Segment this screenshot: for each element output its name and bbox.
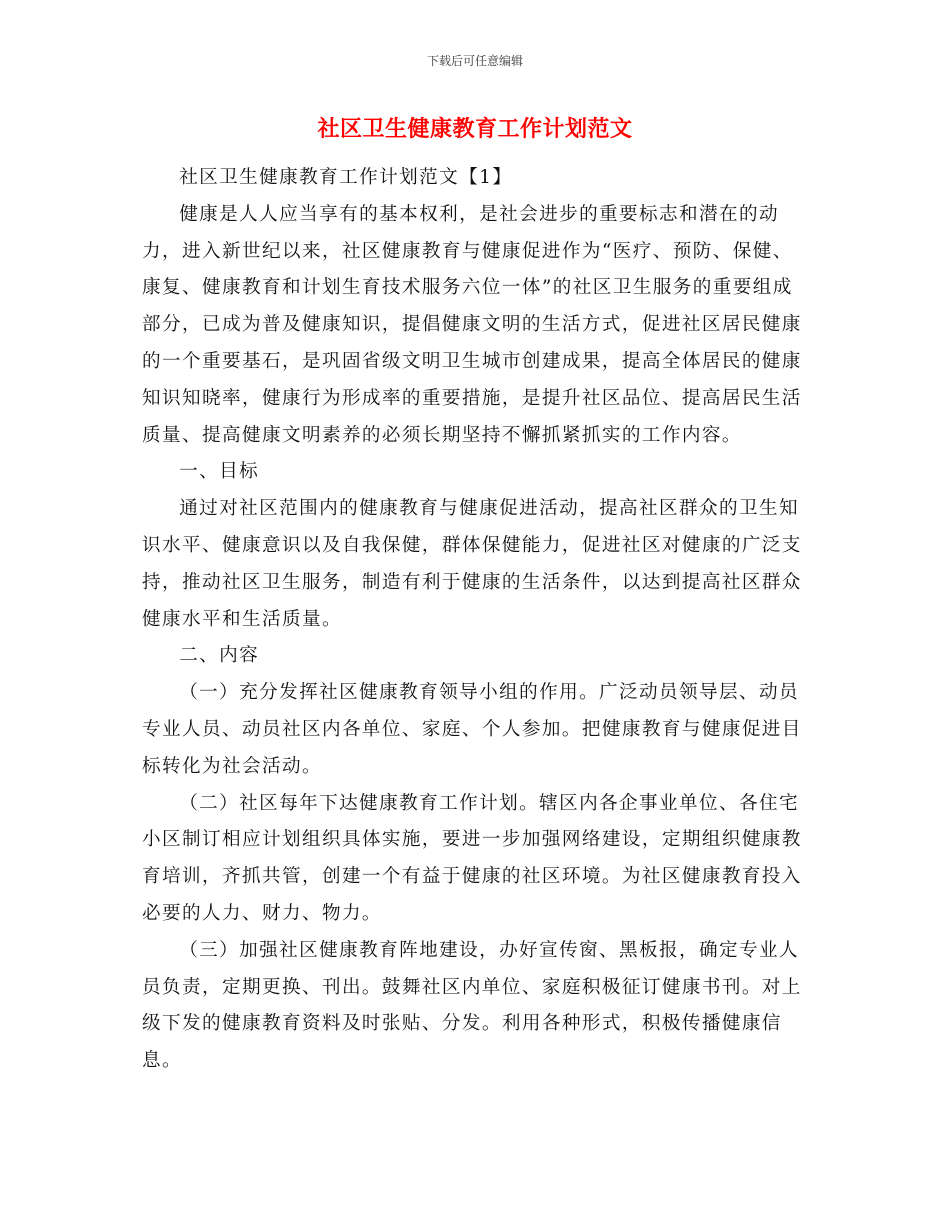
section-heading-goal: 一、目标 [179, 461, 260, 483]
paragraph-goal: 通过对社区范围内的健康教育与健康促进活动，提高社区群众的卫生知识水平、健康意识以及自我保健，群体保健能力，促进社区对健康的广泛支持，推动社区卫生服务，制造有利于健康的生活条件，以达到提高社区群众健康水平和生活质量。 [142, 498, 802, 630]
paragraph-item-1: （一）充分发挥社区健康教育领导小组的作用。广泛动员领导层、动员专业人员、动员社区内各单位、家庭、个人参加。把健康教育与健康促进目标转化为社会活动。 [142, 682, 802, 777]
paragraph-intro: 健康是人人应当享有的基本权利，是社会进步的重要标志和潜在的动力，进入新世纪以来，社区健康教育与健康促进作为“医疗、预防、保健、康复、健康教育和计划生育技术服务六位一体”的社区卫生服务的重要组成部分，已成为普及健康知识，提倡健康文明的生活方式，促进社区居民健康的一个重要基石，是巩固省级文明卫生城市创建成果，提高全体居民的健康知识知晓率，健康行为形成率的重要措施，是提升社区品位、提高居民生活质量、提高健康文明素养的必须长期坚持不懈抓紧抓实的工作内容。 [142, 203, 802, 446]
paragraph-subtitle: 社区卫生健康教育工作计划范文【1】 [179, 167, 513, 188]
paragraph-item-2: （二）社区每年下达健康教育工作计划。辖区内各企事业单位、各住宅小区制订相应计划组织具体实施，要进一步加强网络建设，定期组织健康教育培训，齐抓共管，创建一个有益于健康的社区环境。为社区健康教育投入必要的人力、财力、物力。 [142, 792, 802, 924]
section-heading-content: 二、内容 [179, 645, 260, 667]
document-body [142, 160, 812, 1080]
header-note: 下载后可任意编辑 [426, 54, 523, 68]
document-title: 社区卫生健康教育工作计划范文 [317, 116, 633, 142]
paragraph-item-3: （三）加强社区健康教育阵地建设，办好宣传窗、黑板报，确定专业人员负责，定期更换、刊出。鼓舞社区内单位、家庭积极征订健康书刊。对上级下发的健康教育资料及时张贴、分发。利用各种形式，积极传播健康信息。 [142, 939, 802, 1072]
